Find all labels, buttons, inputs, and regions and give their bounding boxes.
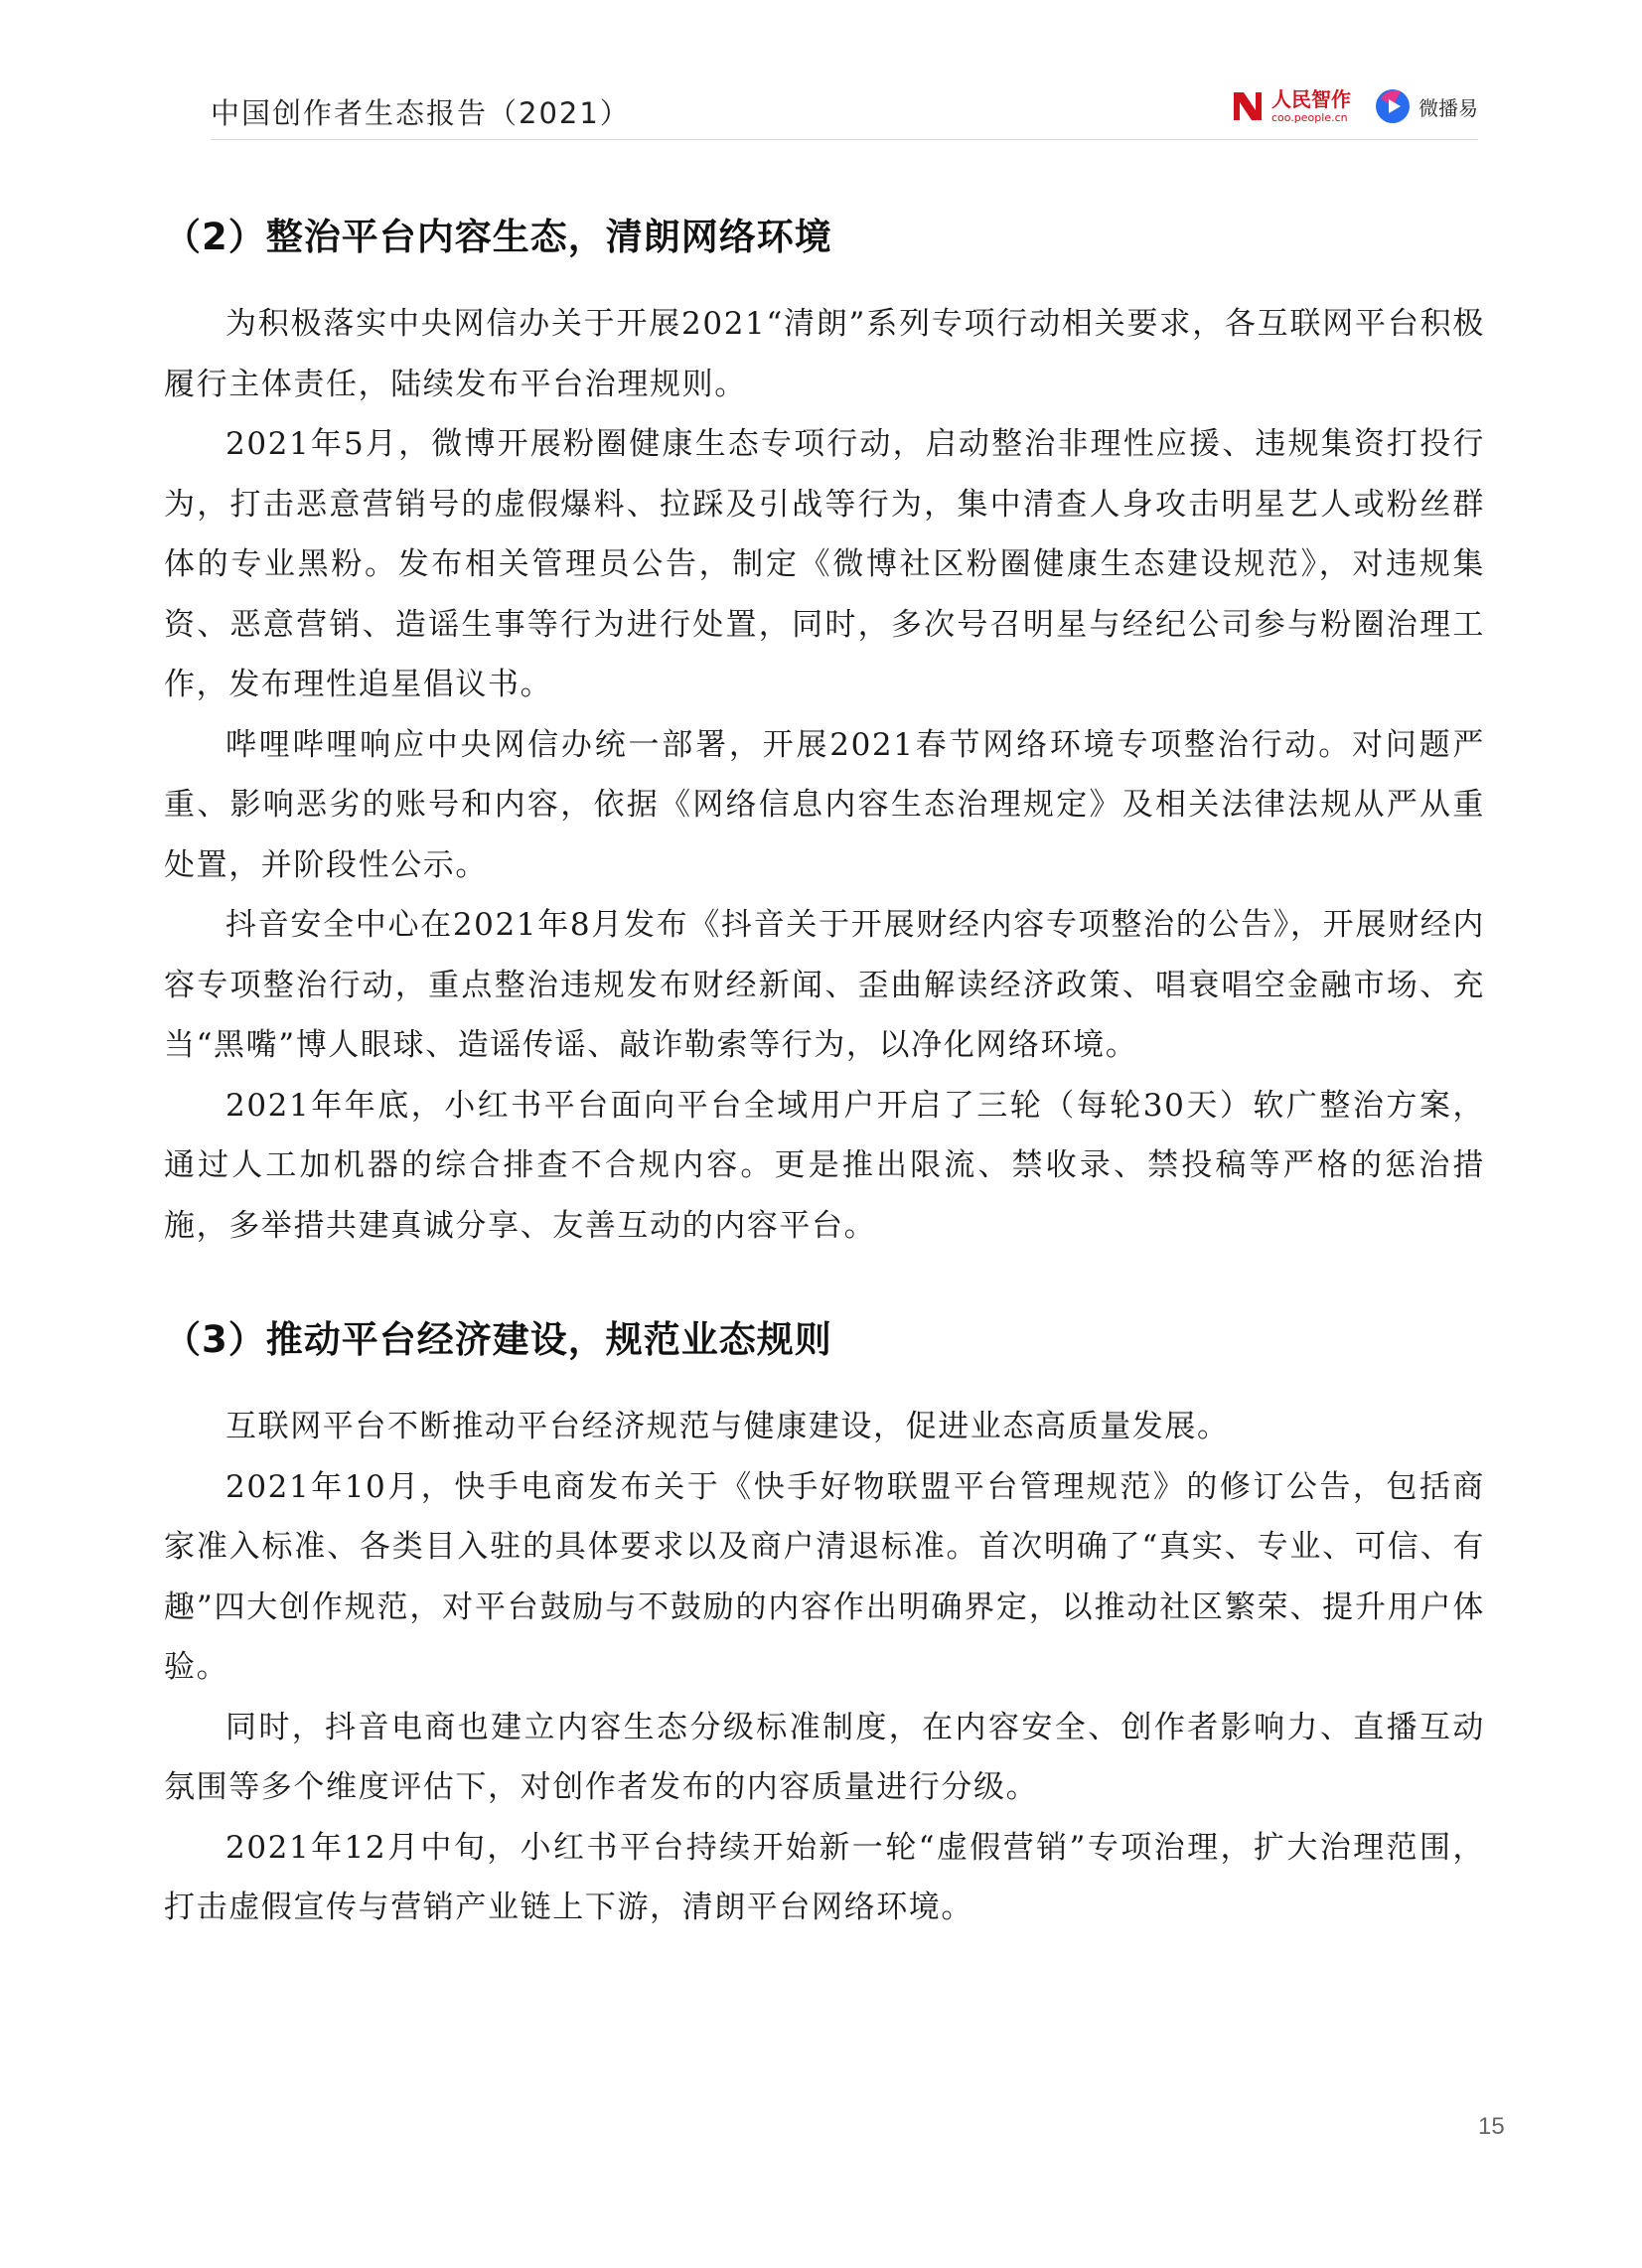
- section-3-paragraph: 互联网平台不断推动平台经济规范与健康建设，促进业态高质量发展。: [225, 1409, 1230, 1444]
- section-2-paragraph: 抖音安全中心在2021年8月发布《抖音关于开展财经内容专项整治的公告》，开展财经内容专项整治行动，重点整治违规发布财经新闻、歪曲解读经济政策、唱衰唱空金融市场、充当“黑嘴”博人眼球、造谣传谣、敲诈勒索等行为，以净化网络环境。: [164, 907, 1485, 1063]
- weibo-logo: [1373, 86, 1478, 126]
- weibo-logo-name: 微播易: [1418, 95, 1478, 120]
- section-3-paragraph: 2021年12月中旬，小红书平台持续开始新一轮“虚假营销”专项治理，扩大治理范围，打击虚假宣传与营销产业链上下游，清朗平台网络环境。: [164, 1829, 1485, 1925]
- section-2-paragraph: 为积极落实中央网信办关于开展2021“清朗”系列专项行动相关要求，各互联网平台积极履行主体责任，陆续发布平台治理规则。: [164, 306, 1485, 402]
- section-2-heading: （2）整治平台内容生态，清朗网络环境: [164, 216, 832, 258]
- section-2-paragraph: 2021年5月，微博开展粉圈健康生态专项行动，启动整治非理性应援、违规集资打投行为，打击恶意营销号的虚假爆料、拉踩及引战等行为，集中清查人身攻击明星艺人或粉丝群体的专业黑粉。发布相关管理员公告，制定《微博社区粉圈健康生态建设规范》，对违规集资、恶意营销、造谣生事等行为进行处置，同时，多次号召明星与经纪公司参与粉圈治理工作，发布理性追星倡议书。: [164, 426, 1485, 702]
- section-3-body: [164, 1397, 1485, 1938]
- weibo-logo-icon: [1373, 86, 1413, 126]
- page-number: 15: [1478, 2113, 1505, 2140]
- section-2-paragraph: 哔哩哔哩响应中央网信办统一部署，开展2021春节网络环境专项整治行动。对问题严重、影响恶劣的账号和内容，依据《网络信息内容生态治理规定》及相关法律法规从严从重处置，并阶段性公示。: [164, 726, 1485, 883]
- people-logo-url: coo.people.cn: [1271, 111, 1348, 124]
- section-3-paragraph: 同时，抖音电商也建立内容生态分级标准制度，在内容安全、创作者影响力、直播互动氛围等多个维度评估下，对创作者发布的内容质量进行分级。: [164, 1709, 1485, 1805]
- report-title: 中国创作者生态报告（2021）: [211, 96, 631, 130]
- section-2-body: [164, 294, 1485, 1256]
- people-logo: [1230, 88, 1351, 124]
- people-logo-name: 人民智作: [1271, 87, 1351, 111]
- header-logos: [1230, 81, 1478, 131]
- section-3-paragraph: 2021年10月，快手电商发布关于《快手好物联盟平台管理规范》的修订公告，包括商家准入标准、各类目入驻的具体要求以及商户清退标准。首次明确了“真实、专业、可信、有趣”四大创作规范，对平台鼓励与不鼓励的内容作出明确界定，以推动社区繁荣、提升用户体验。: [164, 1468, 1485, 1685]
- page-header: [211, 79, 1478, 140]
- section-2-paragraph: 2021年年底，小红书平台面向平台全域用户开启了三轮（每轮30天）软广整治方案，通过人工加机器的综合排查不合规内容。更是推出限流、禁收录、禁投稿等严格的惩治措施，多举措共建真诚分享、友善互动的内容平台。: [164, 1087, 1485, 1244]
- page-content: [164, 209, 1485, 1938]
- people-logo-icon: [1230, 88, 1266, 124]
- section-3-heading: （3）推动平台经济建设，规范业态规则: [164, 1318, 832, 1361]
